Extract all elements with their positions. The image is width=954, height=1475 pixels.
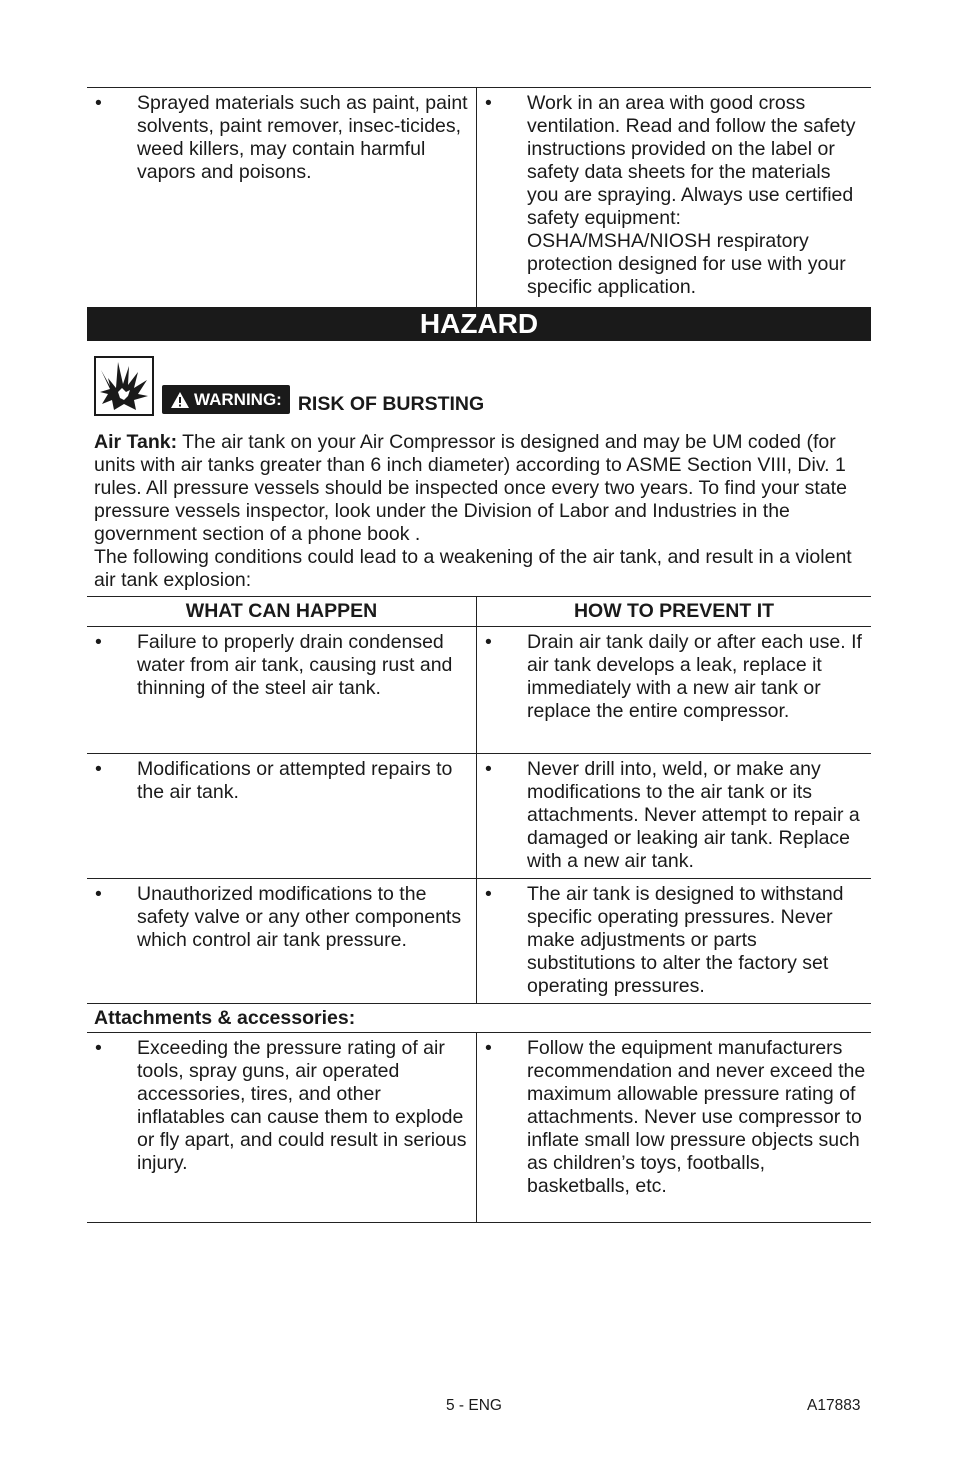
bullet: • xyxy=(485,92,492,114)
burst-icon xyxy=(94,356,154,416)
table-row xyxy=(87,754,871,879)
hazard-banner: HAZARD xyxy=(87,307,871,341)
prevent-text: Follow the equipment manufacturers recommendation and never exceed the maximum allowable pressure rating of attachments. Never use compressor to inflate small low pressure objects such as children’s toys, footballs, basketballs, etc. xyxy=(527,1037,866,1197)
bullet: • xyxy=(485,758,492,780)
manual-page xyxy=(87,87,871,1223)
bullet: • xyxy=(485,1037,492,1059)
document-code: A17883 xyxy=(807,1397,861,1414)
air-tank-label: Air Tank: xyxy=(94,431,178,453)
prevent-text: Never drill into, weld, or make any modifications to the air tank or its attachments. Never attempt to repair a damaged or leaking air tank. Replace with a new air tank. xyxy=(527,758,860,872)
bullet: • xyxy=(95,883,102,905)
bullet: • xyxy=(95,1037,102,1059)
warning-row xyxy=(87,348,871,416)
happen-text: Unauthorized modifications to the safety valve or any other components which control air tank pressure. xyxy=(137,883,462,951)
table-row xyxy=(87,879,871,1004)
page-number: 5 - ENG xyxy=(446,1397,502,1414)
prevent-text: The air tank is designed to withstand specific operating pressures. Never make adjustments or parts substitutions to alter the factory set operating pressures. xyxy=(527,883,844,997)
warning-badge xyxy=(162,385,290,414)
warning-triangle-icon xyxy=(170,391,190,409)
bursting-table xyxy=(87,596,871,1223)
air-tank-text: The air tank on your Air Compressor is designed and may be UM coded (for units with air tanks greater than 6 inch diameter) according to ASME Section VIII, Div. 1 rules. All pressure vessels should be inspected once every two years. To find your state pressure vessels inspector, look under the Division of Labor and Industries in the government section of a phone book . xyxy=(94,431,847,545)
prevention-text: Work in an area with good cross ventilation. Read and follow the safety instructions provided on the label or safety data sheets for the materials you are spraying. Always use certified safety equipment: OSHA/MSHA/NIOSH respiratory protection designed for use with your specific application. xyxy=(527,92,856,298)
warning-label: WARNING: xyxy=(194,390,282,409)
table-row xyxy=(87,627,871,754)
col-header-what: WHAT CAN HAPPEN xyxy=(185,600,378,622)
col-header-how: HOW TO PREVENT IT xyxy=(573,600,775,622)
bullet: • xyxy=(95,631,102,653)
risk-title: RISK OF BURSTING xyxy=(297,393,485,415)
table-row xyxy=(87,1033,871,1223)
bullet: • xyxy=(485,631,492,653)
air-tank-paragraph xyxy=(87,431,871,546)
happen-text: Exceeding the pressure rating of air tools, spray guns, air operated accessories, tires, and other inflatables can cause them to explode or fly apart, and could result in serious injury. xyxy=(137,1037,467,1174)
spray-hazard-table xyxy=(87,87,871,307)
conditions-paragraph: The following conditions could lead to a weakening of the air tank, and result in a violent air tank explosion: xyxy=(94,546,852,591)
bullet: • xyxy=(95,758,102,780)
happen-text: Failure to properly drain condensed water from air tank, causing rust and thinning of the steel air tank. xyxy=(137,631,453,699)
bullet: • xyxy=(95,92,102,114)
prevent-text: Drain air tank daily or after each use. If air tank develops a leak, replace it immediately with a new air tank or replace the entire compressor. xyxy=(527,631,862,722)
attachments-heading: Attachments & accessories: xyxy=(94,1007,356,1029)
hazard-text: Sprayed materials such as paint, paint solvents, paint remover, insec-ticides, weed killers, may contain harmful vapors and poisons. xyxy=(137,92,468,183)
bullet: • xyxy=(485,883,492,905)
happen-text: Modifications or attempted repairs to the air tank. xyxy=(137,758,453,803)
